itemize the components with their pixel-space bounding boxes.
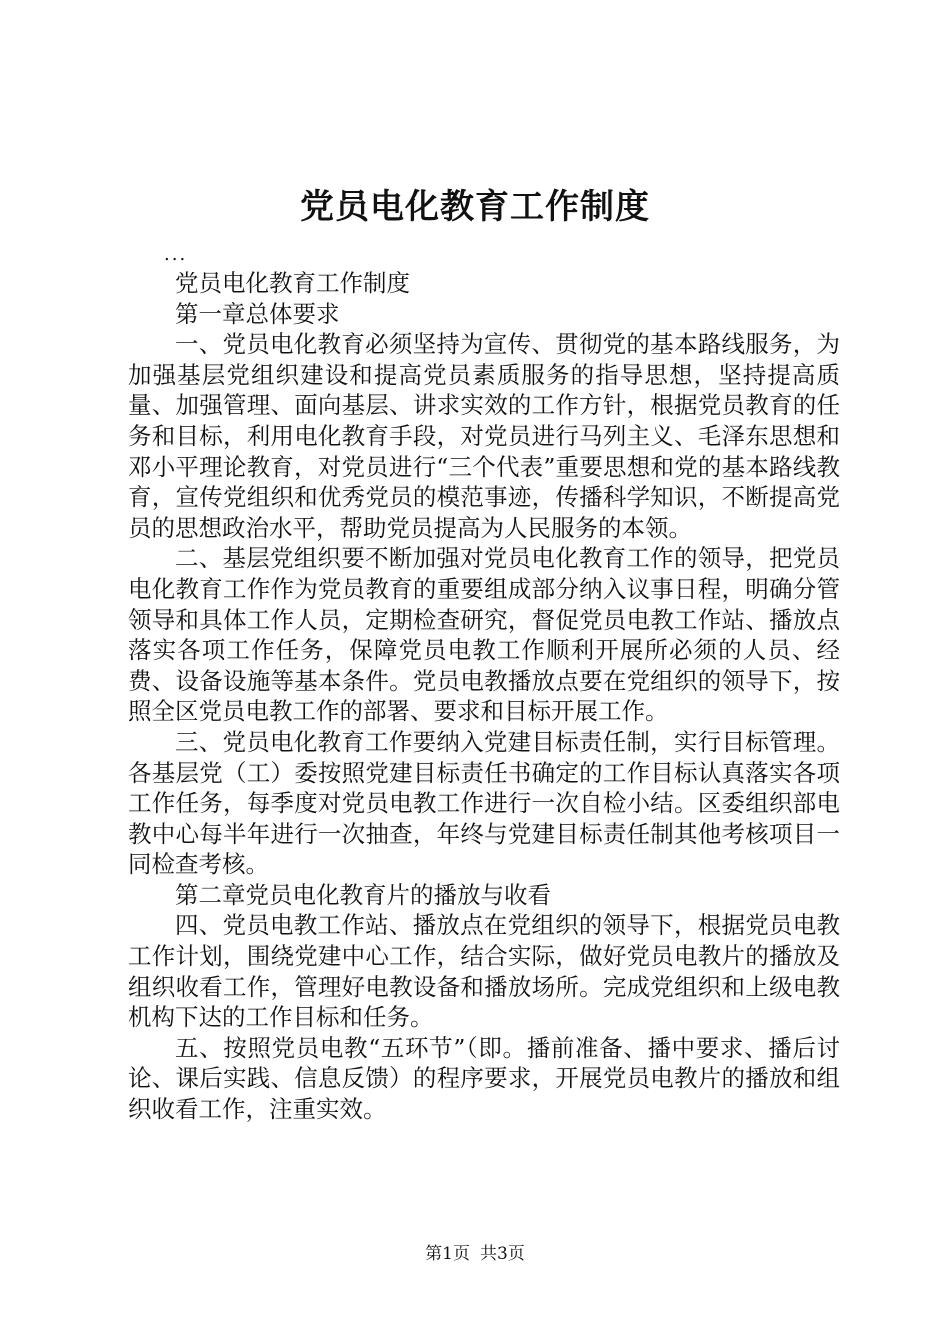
body-paragraph: 五、按照党员电教“五环节”（即。播前准备、播中要求、播后讨论、课后实践、信息反馈）的程序要求，开展党员电教片的播放和组织收看工作，注重实效。 [128,1033,840,1124]
body-paragraph: 三、党员电化教育工作要纳入党建目标责任制，实行目标管理。各基层党（工）委按照党建目标责任书确定的工作目标认真落实各项工作任务，每季度对党员电教工作进行一次自检小结。区委组织部电教中心每半年进行一次抽查，年终与党建目标责任制其他考核项目一同检查考核。 [128,727,840,879]
document-title: 党员电化教育工作制度 [300,187,650,227]
page-total: 共3页 [480,1244,525,1264]
chapter-heading: 第一章总体要求 [175,299,340,328]
page-number: 第1页 [425,1244,470,1264]
ellipsis-marker: ... [164,244,188,265]
chapter-heading: 第二章党员电化教育片的播放与收看 [175,880,551,909]
body-paragraph: 二、基层党组织要不断加强对党员电化教育工作的领导，把党员电化教育工作作为党员教育的重要组成部分纳入议事日程，明确分管领导和具体工作人员，定期检查研究，督促党员电教工作站、播放点落实各项工作任务，保障党员电教工作顺利开展所必须的人员、经费、设备设施等基本条件。党员电教播放点要在党组织的领导下，按照全区党员电教工作的部署、要求和目标开展工作。 [128,544,840,726]
body-paragraph: 四、党员电教工作站、播放点在党组织的领导下，根据党员电教工作计划，围绕党建中心工作，结合实际，做好党员电教片的播放及组织收看工作，管理好电教设备和播放场所。完成党组织和上级电教机构下达的工作目标和任务。 [128,911,840,1032]
body-paragraph: 党员电化教育工作制度 [175,269,410,297]
page-footer [0,1239,950,1264]
body-paragraph: 一、党员电化教育必须坚持为宣传、贯彻党的基本路线服务，为加强基层党组织建设和提高党员素质服务的指导思想，坚持提高质量、加强管理、面向基层、讲求实效的工作方针，根据党员教育的任务和目标，利用电化教育手段，对党员进行马列主义、毛泽东思想和邓小平理论教育，对党员进行“三个代表”重要思想和党的基本路线教育，宣传党组织和优秀党员的模范事迹，传播科学知识，不断提高党员的思想政治水平，帮助党员提高为人民服务的本领。 [128,330,840,542]
document-body [128,245,840,1125]
